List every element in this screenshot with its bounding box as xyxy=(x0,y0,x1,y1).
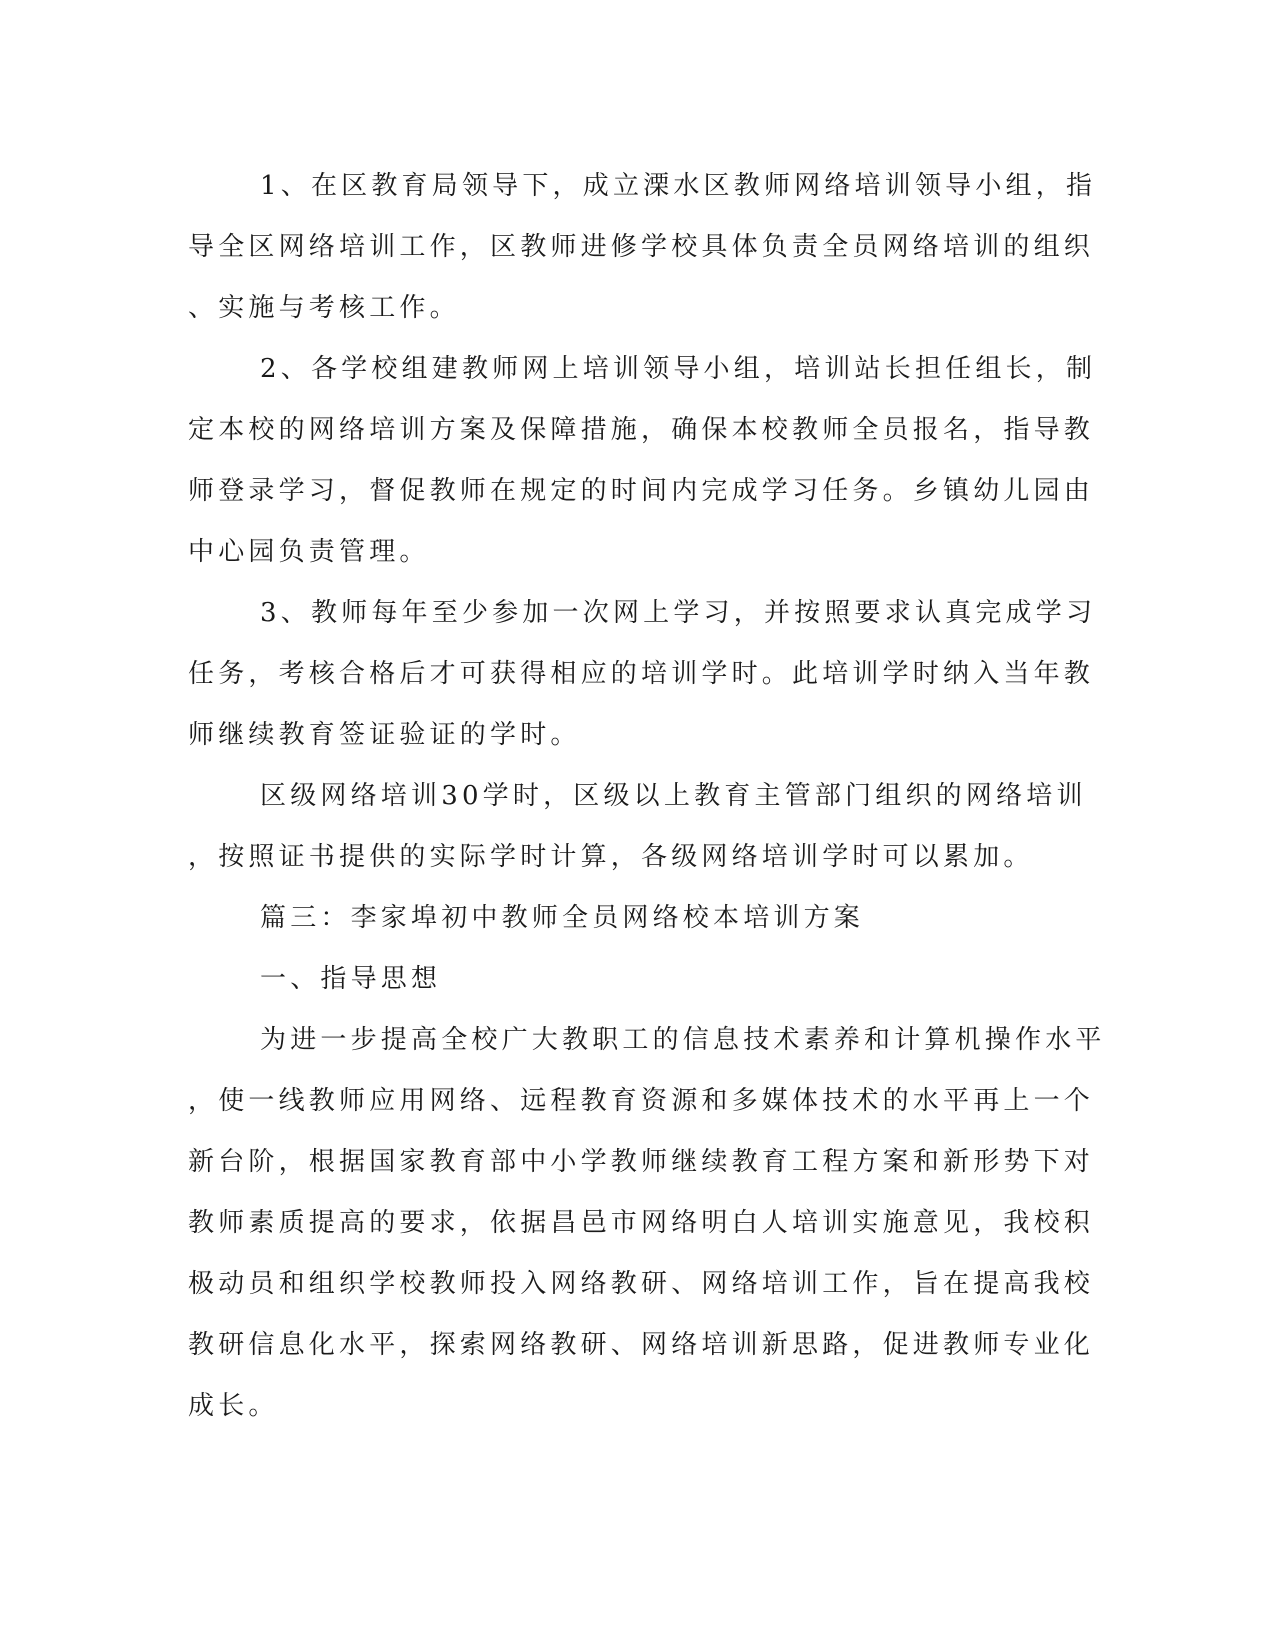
text-line: 篇三：李家埠初中教师全员网络校本培训方案 xyxy=(260,903,865,933)
paragraph-7 xyxy=(188,1010,1106,1437)
text-line: 极动员和组织学校教师投入网络教研、网络培训工作，旨在提高我校 xyxy=(188,1269,1095,1299)
text-line: 导全区网络培训工作，区教师进修学校具体负责全员网络培训的组织 xyxy=(188,232,1095,262)
text-line: ，按照证书提供的实际学时计算，各级网络培训学时可以累加。 xyxy=(188,842,1034,872)
text-line: 区级网络培训30学时，区级以上教育主管部门组织的网络培训 xyxy=(260,781,1087,811)
text-line: 1、在区教育局领导下，成立溧水区教师网络培训领导小组，指 xyxy=(260,171,1097,201)
text-line: 新台阶，根据国家教育部中小学教师继续教育工程方案和新形势下对 xyxy=(188,1147,1095,1177)
text-line: ，使一线教师应用网络、远程教育资源和多媒体技术的水平再上一个 xyxy=(188,1086,1095,1116)
paragraph-2 xyxy=(188,339,1097,583)
section-heading-guiding-ideology xyxy=(188,949,1058,1010)
text-line: 中心园负责管理。 xyxy=(188,537,430,567)
text-line: 师继续教育签证验证的学时。 xyxy=(188,720,581,750)
text-line: 教研信息化水平，探索网络教研、网络培训新思路，促进教师专业化 xyxy=(188,1330,1095,1360)
text-line: 定本校的网络培训方案及保障措施，确保本校教师全员报名，指导教 xyxy=(188,415,1095,445)
text-line: 2、各学校组建教师网上培训领导小组，培训站长担任组长，制 xyxy=(260,354,1097,384)
text-line: 师登录学习，督促教师在规定的时间内完成学习任务。乡镇幼儿园由 xyxy=(188,476,1095,506)
paragraph-4 xyxy=(188,766,1087,888)
paragraph-1 xyxy=(188,156,1097,339)
text-line: 3、教师每年至少参加一次网上学习，并按照要求认真完成学习 xyxy=(260,598,1097,628)
text-line: 任务，考核合格后才可获得相应的培训学时。此培训学时纳入当年教 xyxy=(188,659,1095,689)
document-body xyxy=(188,156,1106,1437)
text-line: 成长。 xyxy=(188,1391,279,1421)
section-heading-piansan xyxy=(188,888,1058,949)
paragraph-3 xyxy=(188,583,1097,766)
text-line: 为进一步提高全校广大教职工的信息技术素养和计算机操作水平 xyxy=(260,1025,1106,1055)
text-line: 教师素质提高的要求，依据昌邑市网络明白人培训实施意见，我校积 xyxy=(188,1208,1095,1238)
text-line: 一、指导思想 xyxy=(260,964,442,994)
text-line: 、实施与考核工作。 xyxy=(188,293,460,323)
